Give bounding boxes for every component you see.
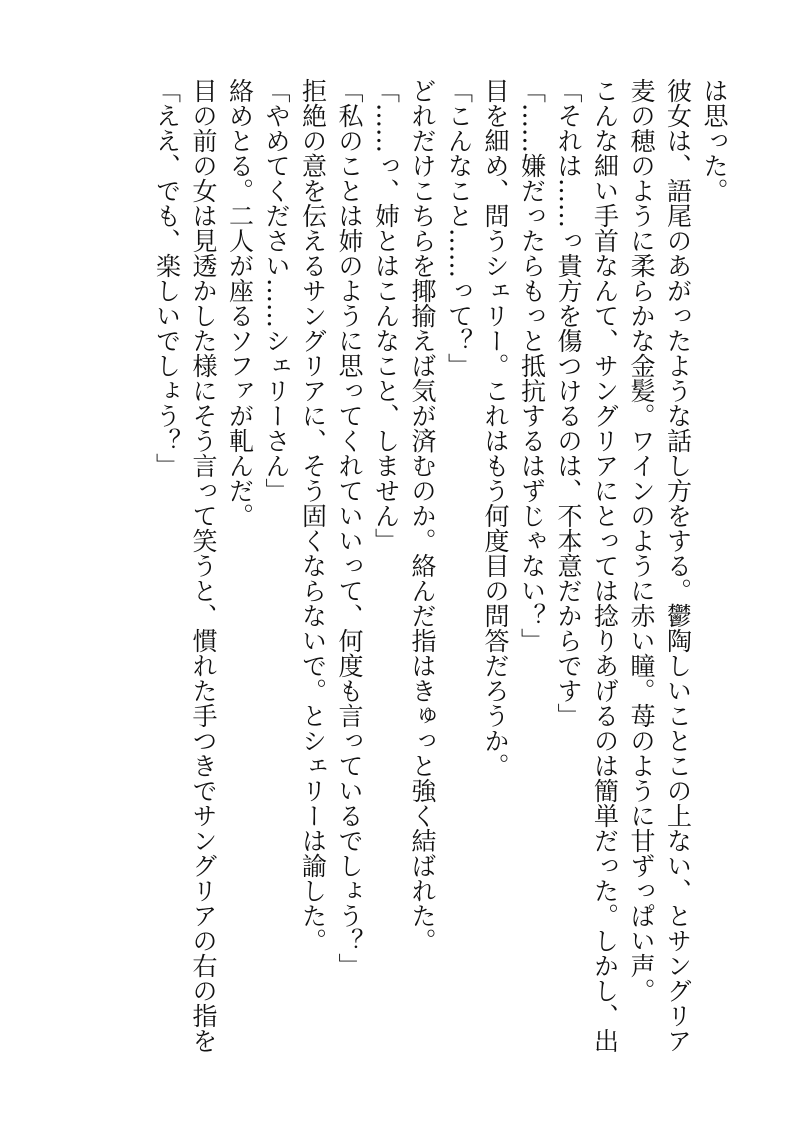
text-line: 「こんなこと……って？」: [444, 78, 474, 378]
text-line: 目を細め、問うシェリー。これはもう何度目の問答だろうか。: [481, 78, 510, 778]
text-line: 「それは……っ貴方を傷つけるのは、不本意だからです」: [554, 78, 583, 728]
text-line: 「……っ、姉とはこんなこと、しません」: [371, 78, 401, 553]
text-line: 「やめてください……シェリーさん」: [262, 78, 291, 503]
text-line: 「私のことは姉のように思ってくれていいって、何度も言っているでしょう？」: [335, 78, 364, 978]
text-line: 麦の穂のように柔らかな金髪。ワインのように赤い瞳。苺のように甘ずっぱい声。: [627, 78, 656, 1003]
text-line: 目の前の女は見透かした様にそう言って笑うと、慣れた手つきでサングリアの右の指を: [189, 78, 218, 1053]
text-line: 拒絶の意を伝えるサングリアに、そう固くならないで。とシェリーは諭した。: [298, 78, 328, 953]
text-line: は思った。: [700, 78, 729, 203]
text-line: 「……嫌だったらもっと抵抗するはずじゃない？」: [517, 78, 547, 653]
text-line: 彼女は、語尾のあがったような話し方をする。鬱陶しいことこの上ない、とサングリア: [663, 78, 693, 1053]
text-line: 「ええ、でも、楽しいでしょう？」: [152, 78, 182, 478]
text-line: 絡めとる。二人が座るソファが軋んだ。: [225, 78, 255, 528]
vertical-text-body: [72, 78, 732, 1078]
text-line: こんな細い手首なんて、サングリアにとっては捻りあげるのは簡単だった。しかし、出: [590, 78, 620, 1053]
text-line: どれだけこちらを揶揄えば気が済むのか。絡んだ指はきゅっと強く結ばれた。: [408, 78, 437, 953]
